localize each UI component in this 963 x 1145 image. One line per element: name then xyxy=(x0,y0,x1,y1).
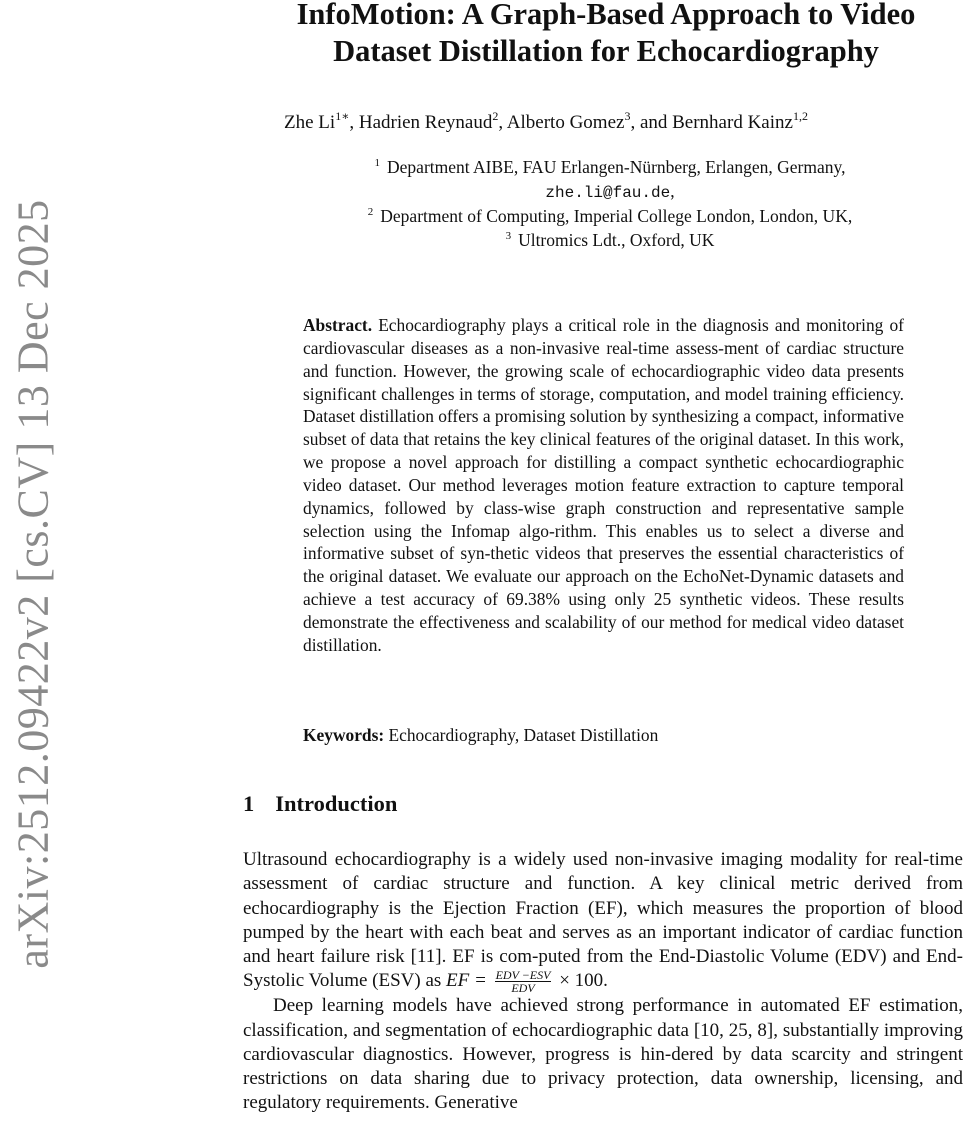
author-affiliation-mark: 3 xyxy=(624,109,631,123)
affiliation-list xyxy=(310,156,910,252)
section-title: Introduction xyxy=(275,791,398,816)
introduction-body xyxy=(243,848,963,1116)
paragraph-text: Deep learning models have achieved strong performance in automated EF estimation, classification, and segmentation of echocardiographic data [10, 25, 8], substantially improving cardiovascular diagnostics. However, progress is hin-dered by data scarcity and stringent restrictions on data sharing due to privacy protection, data ownership, licensing, and regulatory requirements. Generative xyxy=(243,995,963,1114)
email-comma: , xyxy=(670,180,675,201)
author-affiliation-mark: 1,2 xyxy=(792,109,808,123)
email-link[interactable]: zhe.li@fau.de xyxy=(545,183,671,202)
affiliation-email xyxy=(310,180,910,206)
keywords xyxy=(303,725,658,746)
author-separator: , xyxy=(349,112,359,133)
title-line-2: Dataset Distillation for Echocardiography xyxy=(333,34,879,68)
affiliation-text: Ultromics Ldt., Oxford, UK xyxy=(518,229,715,250)
author-separator: , xyxy=(498,112,507,133)
author-separator: , and xyxy=(630,112,673,133)
affiliation-2 xyxy=(310,205,910,229)
author-list xyxy=(284,109,808,134)
intro-paragraph-1 xyxy=(243,848,963,994)
abstract-label: Abstract. xyxy=(303,315,373,335)
intro-paragraph-2 xyxy=(243,994,963,1115)
keywords-text: Echocardiography, Dataset Distillation xyxy=(388,725,659,745)
author-name: Zhe Li xyxy=(284,112,336,133)
section-number: 1 xyxy=(243,791,255,816)
title-line-1: InfoMotion: A Graph-Based Approach to Video xyxy=(296,0,916,31)
author-affiliation-mark: 1∗ xyxy=(335,109,350,123)
affiliation-3 xyxy=(310,229,910,253)
affiliation-number: 3 xyxy=(505,229,512,242)
abstract-text: Echocardiography plays a critical role in the diagnosis and monitoring of cardiovascular diseases as a non-invasive real-time assess-ment of cardiac structure and function. However, the growing scale of echocardiographic video data presents significant challenges in terms of storage, computation, and model training efficiency. Dataset distillation offers a promising solution by synthesizing a compact, informative subset of data that retains the key clinical features of the original dataset. In this work, we propose a novel approach for distilling a compact synthetic echocardiographic video dataset. Our method leverages motion feature extraction to capture temporal dynamics, followed by class-wise graph construction and representative sample selection using the Infomap algo-rithm. This enables us to select a diverse and informative subset of syn-thetic videos that preserves the essential characteristics of the original dataset. We evaluate our approach on the EchoNet-Dynamic datasets and achieve a test accuracy of 69.38% using only 25 synthetic videos. These results demonstrate the effectiveness and scalability of our method for medical video dataset distillation. xyxy=(303,315,904,655)
author-name: Alberto Gomez xyxy=(506,112,625,133)
arxiv-identifier: arXiv:2512.09422v2 [cs.CV] 13 Dec 2025 xyxy=(8,199,58,969)
affiliation-1 xyxy=(310,156,910,180)
abstract xyxy=(303,314,904,657)
author-name: Hadrien Reynaud xyxy=(358,112,493,133)
author-name: Bernhard Kainz xyxy=(672,112,793,133)
paper-title xyxy=(226,0,963,70)
affiliation-text: Department AIBE, FAU Erlangen-Nürnberg, Erlangen, Germany, xyxy=(387,157,846,177)
affiliation-text: Department of Computing, Imperial College London, London, UK, xyxy=(380,206,853,226)
fraction-numerator: EDV −ESV xyxy=(495,968,551,983)
keywords-label: Keywords: xyxy=(303,725,385,745)
author-affiliation-mark: 2 xyxy=(492,109,499,123)
formula-lhs: EF = xyxy=(446,970,487,992)
formula-tail: × 100. xyxy=(559,970,608,992)
affiliation-number: 1 xyxy=(374,157,381,169)
fraction-denominator: EDV xyxy=(511,981,535,996)
ef-fraction xyxy=(495,969,552,994)
paragraph-text: Ultrasound echocardiography is a widely used non-invasive imaging modality for real-time assessment of cardiac structure and function. A key clinical metric derived from echocardiography is the Ejection Fraction (EF), which measures the proportion of blood pumped by the heart with each beat and serves as an important indicator of cardiac function and heart failure risk [11]. EF is com-puted from the End-Diastolic Volume (EDV) and End-Systolic Volume (ESV) as xyxy=(243,849,963,992)
affiliation-number: 2 xyxy=(367,206,374,218)
section-heading xyxy=(243,791,397,817)
